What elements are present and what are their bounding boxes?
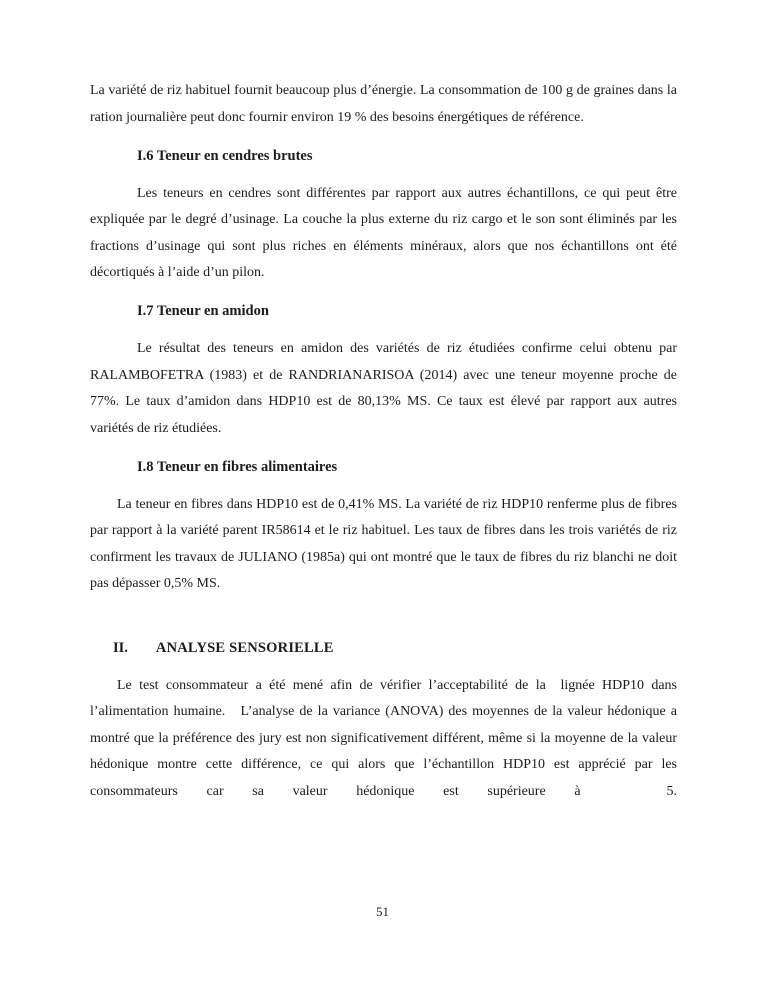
paragraph-amidon: Le résultat des teneurs en amidon des variétés de riz étudiées confirme celui obtenu par RALAMBOFETRA (1983) et de RANDRIANARISOA (2014) avec une teneur moyenne proche de 77%. Le taux d’amidon dans HDP10 est de 80,13% MS. Ce taux est élevé par rapport aux autres variétés de riz étudiées. — [90, 341, 677, 436]
page-footer — [0, 903, 765, 921]
heading-i6-cendres-brutes: I.6 Teneur en cendres brutes — [137, 147, 313, 164]
heading-i7-amidon: I.7 Teneur en amidon — [137, 303, 269, 319]
heading-ii-number: II. — [113, 639, 128, 656]
page-number: 51 — [376, 904, 389, 919]
paragraph-fibres-alimentaires: La teneur en fibres dans HDP10 est de 0,41% MS. La variété de riz HDP10 renferme plus de fibres par rapport à la variété parent IR58614 et le riz habituel. Les taux de fibres dans les trois variétés de riz confirment les travaux de JULIANO (1985a) qui ont montré que le taux de fibres du riz blanchi ne doit pas dépasser 0,5% MS. — [90, 496, 677, 591]
paragraph-energie: La variété de riz habituel fournit beaucoup plus d’énergie. La consommation de 100 g de graines dans la ration journalière peut donc fournir environ 19 % des besoins énergétiques de référence. — [90, 83, 677, 125]
paragraph-analyse-sensorielle: Le test consommateur a été mené afin de vérifier l’acceptabilité de la lignée HDP10 dans l’alimentation humaine. L’analyse de la variance (ANOVA) des moyennes de la valeur hédonique a montré que la préférence des jury est non significativement différent, même si la moyenne de la valeur hédonique montre cette différence, ce qui alors que l’échantillon HDP10 est apprécié par les consommateurs car sa valeur hédonique est supérieure à 5. — [90, 677, 677, 799]
paragraph-cendres-brutes: Les teneurs en cendres sont différentes par rapport aux autres échantillons, ce qui peut être expliquée par le degré d’usinage. La couche la plus externe du riz cargo et le son sont éliminés par les fractions d’usinage qui sont plus riches en éléments minéraux, alors que nos échantillons ont été décortiqués à l’aide d’un pilon. — [90, 185, 677, 280]
heading-ii-title: ANALYSE SENSORIELLE — [155, 639, 334, 656]
heading-ii-analyse-sensorielle — [90, 635, 677, 662]
heading-i8-fibres-alimentaires: I.8 Teneur en fibres alimentaires — [137, 458, 338, 475]
